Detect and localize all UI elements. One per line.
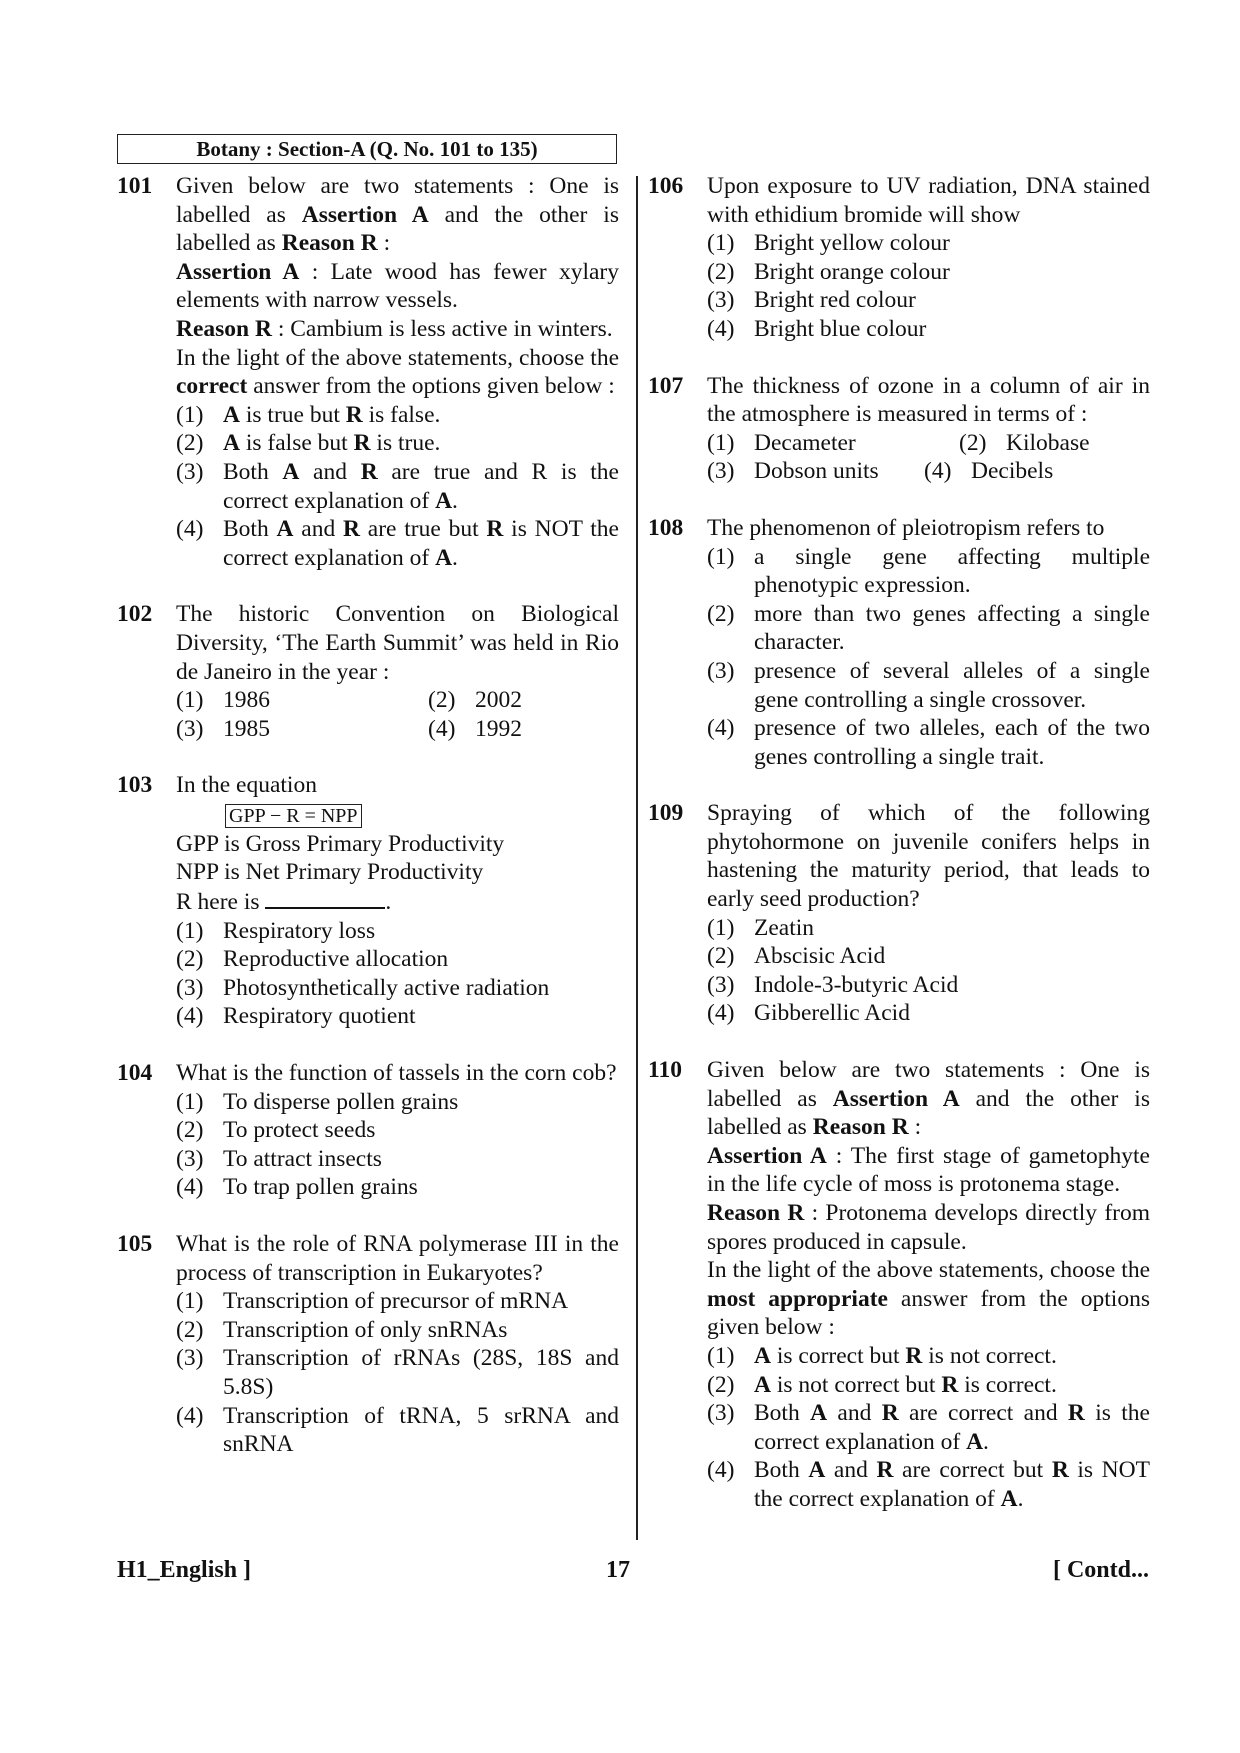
option-2[interactable]: (2) 2002 <box>428 687 522 714</box>
option-4[interactable]: (4) Gibberellic Acid <box>707 1000 910 1027</box>
question-107 <box>648 372 1150 486</box>
option-3[interactable]: (3) presence of several alleles of a single gene controlling a single crossover. <box>707 657 1150 713</box>
option-1[interactable]: (1) Zeatin <box>707 914 815 941</box>
option-1[interactable]: (1) A is correct but R is not correct. <box>707 1342 1057 1369</box>
definition-gpp: GPP is Gross Primary Productivity <box>176 830 505 857</box>
question-number: 103 <box>117 772 153 799</box>
question-103 <box>117 771 619 1031</box>
question-104 <box>117 1059 619 1202</box>
option-2[interactable]: (2) Transcription of only snRNAs <box>176 1316 508 1343</box>
question-stem: The thickness of ozone in a column of air in the atmosphere is measured in terms of : <box>707 372 1150 428</box>
footer-booklet-code: H1_English ] <box>117 1557 252 1583</box>
question-stem: The phenomenon of pleiotropism refers to <box>707 514 1105 541</box>
option-2[interactable]: (2) Abscisic Acid <box>707 943 886 970</box>
option-1[interactable]: (1) Decameter <box>707 429 856 456</box>
option-3[interactable]: (3) Both A and R are true and R is the correct explanation of A. <box>176 458 619 514</box>
option-1[interactable]: (1) Transcription of precursor of mRNA <box>176 1288 569 1315</box>
question-106 <box>648 172 1150 344</box>
option-4[interactable]: (4) Bright blue colour <box>707 315 927 342</box>
question-stem: What is the function of tassels in the corn cob? <box>176 1060 617 1087</box>
option-1[interactable]: (1) Respiratory loss <box>176 917 376 944</box>
question-105 <box>117 1230 619 1459</box>
definition-npp: NPP is Net Primary Productivity <box>176 859 484 886</box>
option-2[interactable]: (2) Bright orange colour <box>707 258 950 285</box>
question-stem: In the equation <box>176 772 317 799</box>
question-stem: Spraying of which of the following phytohormone on juvenile conifers helps in hastening the maturity period, that leads to early seed production? <box>707 800 1150 913</box>
question-108 <box>648 514 1150 771</box>
option-3[interactable]: (3) To attract insects <box>176 1145 382 1172</box>
option-1[interactable]: (1) To disperse pollen grains <box>176 1088 459 1115</box>
equation-box: GPP − R = NPP <box>225 804 362 828</box>
option-1[interactable]: (1) 1986 <box>176 687 270 714</box>
option-4[interactable]: (4) To trap pollen grains <box>176 1174 418 1201</box>
instruction: In the light of the above statements, choose the correct answer from the options given below : <box>176 344 619 400</box>
question-number: 102 <box>117 601 153 628</box>
question-number: 108 <box>648 514 684 541</box>
question-number: 101 <box>117 173 153 199</box>
option-3[interactable]: (3) Both A and R are correct and R is the correct explanation of A. <box>707 1400 1150 1455</box>
question-109 <box>648 799 1150 1028</box>
question-102 <box>117 600 619 743</box>
option-4[interactable]: (4) Transcription of tRNA, 5 srRNA and snRNA <box>176 1402 619 1458</box>
question-number: 104 <box>117 1060 153 1087</box>
option-4[interactable]: (4) Both A and R are true but R is NOT the correct explanation of A. <box>176 516 619 571</box>
option-3[interactable]: (3) Indole-3-butyric Acid <box>707 971 959 998</box>
question-stem: Upon exposure to UV radiation, DNA stained with ethidium bromide will show <box>707 173 1150 228</box>
option-3[interactable]: (3) 1985 <box>176 715 270 742</box>
question-stem: The historic Convention on Biological Diversity, ‘The Earth Summit’ was held in Rio de Janeiro in the year : <box>176 601 619 685</box>
option-2[interactable]: (2) more than two genes affecting a single character. <box>707 600 1150 656</box>
assertion-statement: Assertion A : Late wood has fewer xylary elements with narrow vessels. <box>176 258 619 314</box>
fill-in-line: R here is . <box>176 889 392 916</box>
page-number: 17 <box>606 1557 630 1583</box>
option-3[interactable]: (3) Photosynthetically active radiation <box>176 974 550 1001</box>
option-2[interactable]: (2) Kilobase <box>959 429 1090 456</box>
option-4[interactable]: (4) 1992 <box>428 715 522 742</box>
section-header: Botany : Section-A (Q. No. 101 to 135) <box>117 134 617 164</box>
right-column <box>648 172 1150 1542</box>
question-stem: Given below are two statements : One is labelled as Assertion A and the other is labelled as Reason R : <box>707 1057 1150 1141</box>
option-2[interactable]: (2) Reproductive allocation <box>176 946 449 973</box>
answer-blank <box>265 887 385 909</box>
question-number: 106 <box>648 173 684 199</box>
question-number: 107 <box>648 372 684 399</box>
option-2[interactable]: (2) To protect seeds <box>176 1117 376 1144</box>
option-2[interactable]: (2) A is false but R is true. <box>176 430 441 457</box>
column-divider <box>636 176 638 1540</box>
option-3[interactable]: (3) Dobson units <box>707 458 879 485</box>
option-1[interactable]: (1) a single gene affecting multiple phenotypic expression. <box>707 543 1150 599</box>
question-101 <box>117 172 619 572</box>
option-4[interactable]: (4) presence of two alleles, each of the two genes controlling a single trait. <box>707 715 1150 770</box>
question-stem: Given below are two statements : One is labelled as Assertion A and the other is labelled as Reason R : <box>176 173 619 257</box>
option-1[interactable]: (1) A is true but R is false. <box>176 401 441 428</box>
question-110 <box>648 1056 1150 1514</box>
instruction: In the light of the above statements, choose the most appropriate answer from the options given below : <box>707 1257 1150 1341</box>
question-stem: What is the role of RNA polymerase III in the process of transcription in Eukaryotes? <box>176 1231 619 1286</box>
option-3[interactable]: (3) Bright red colour <box>707 287 916 314</box>
option-4[interactable]: (4) Both A and R are correct but R is NOT the correct explanation of A. <box>707 1457 1150 1512</box>
footer-contd: [ Contd... <box>1052 1557 1149 1583</box>
question-number: 110 <box>648 1057 682 1084</box>
option-4[interactable]: (4) Decibels <box>924 458 1054 485</box>
option-2[interactable]: (2) A is not correct but R is correct. <box>707 1371 1057 1398</box>
question-number: 109 <box>648 800 684 827</box>
option-4[interactable]: (4) Respiratory quotient <box>176 1003 416 1030</box>
reason-statement: Reason R : Cambium is less active in winters. <box>176 315 613 342</box>
left-column <box>117 172 619 1487</box>
option-1[interactable]: (1) Bright yellow colour <box>707 230 950 257</box>
question-number: 105 <box>117 1231 153 1257</box>
option-3[interactable]: (3) Transcription of rRNAs (28S, 18S and 5.8S) <box>176 1345 619 1400</box>
assertion-statement: Assertion A : The first stage of gametophyte in the life cycle of moss is protonema stage. <box>707 1142 1150 1198</box>
reason-statement: Reason R : Protonema develops directly from spores produced in capsule. <box>707 1200 1150 1255</box>
